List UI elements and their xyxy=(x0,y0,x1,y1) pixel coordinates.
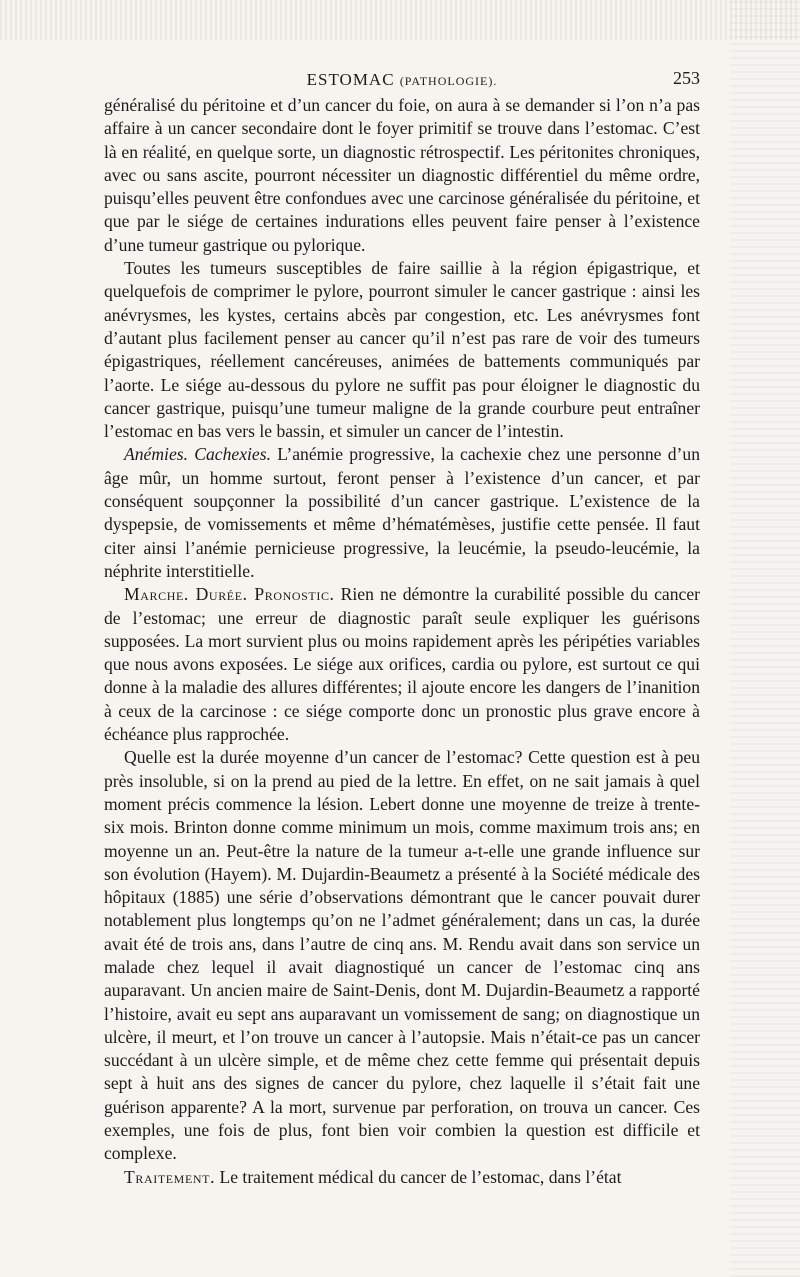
paragraph-3-lead: Anémies. Cachexies. xyxy=(124,444,271,465)
paragraph-4-lead: Marche. Durée. Pronostic. xyxy=(124,584,335,605)
running-title xyxy=(104,70,700,90)
paragraph-6 xyxy=(104,1166,700,1189)
paragraph-4-text: Rien ne démontre la curabilité possible du cancer de l’estomac; une erreur de diagnostic paraît seule expliquer les guérisons supposées. La mort survient plus ou moins rapidement après les péripéties variables que nous avons exposées. Le siége aux orifices, cardia ou pylore, est surtout ce qui donne à la maladie des allures différentes; il ajoute encore les dangers de l’inanition à ceux de la carcinose : ce siége comporte donc un pronostic plus grave encore à échéance plus rapprochée. xyxy=(104,584,700,745)
paragraph-5: Quelle est la durée moyenne d’un cancer de l’estomac? Cette question est à peu près insoluble, si on la prend au pied de la lettre. En effet, on ne sait jamais à quel moment précis commence la lésion. Lebert donne une moyenne de treize à trente-six mois. Brinton donne comme minimum un mois, comme maximum trois ans; en moyenne un an. Peut-être la nature de la tumeur a-t-elle une grande influence sur son évolution (Hayem). M. Dujardin-Beaumetz a présenté à la Société médicale des hôpitaux (1885) une série d’observations démontrant que le cancer pouvait durer notablement plus longtemps qu’on ne l’admet généralement; dans un cas, la durée avait été de trois ans, dans l’autre de cinq ans. M. Rendu avait dans son service un malade chez lequel il avait diagnostiqué un cancer de l’estomac cinq ans auparavant. Un ancien maire de Saint-Denis, dont M. Dujardin-Beaumetz a rapporté l’histoire, avait eu sept ans auparavant un vomissement de sang; on diagnostique un ulcère, il meurt, et l’on trouve un cancer à l’autopsie. Mais n’était-ce pas un cancer succédant à un ulcère simple, et de même chez cette femme qui présentait depuis sept à huit ans des signes de cancer du pylore, chez laquelle il s’était fait une guérison apparente? A la mort, survenue par perforation, on trouva un cancer. Ces exemples, une fois de plus, font bien voir combien la question est difficile et complexe. xyxy=(104,747,700,1164)
page-header xyxy=(104,66,700,94)
paragraph-6-lead: Traitement. xyxy=(124,1166,216,1187)
scan-noise-right xyxy=(730,0,800,1277)
running-title-sub: (PATHOLOGIE). xyxy=(399,74,498,88)
body-text xyxy=(104,94,700,1189)
paragraph-3-text: L’anémie progressive, la cachexie chez une personne d’un âge mûr, un homme surtout, feront penser à l’existence d’un cancer, et par conséquent soupçonner la possibilité d’un cancer gastrique. L’existence de la dyspepsie, de vomissements et même d’hématémèses, justifie cette pensée. Il faut citer ainsi l’anémie pernicieuse progressive, la leucémie, la pseudo-leucémie, la néphrite interstitielle. xyxy=(104,444,700,581)
paragraph-1: généralisé du péritoine et d’un cancer du foie, on aura à se demander si l’on n’a pas affaire à un cancer secondaire dont le foyer primitif se trouve dans l’estomac. C’est là en réalité, en quelque sorte, un diagnostic rétrospectif. Les péritonites chroniques, avec ou sans ascite, pourront nécessiter un diagnostic différentiel du même ordre, puisqu’elles peuvent être confondues avec une carcinose généralisée du péritoine, et que par le siége de certaines indurations elles peuvent faire penser à l’existence d’une tumeur gastrique ou pylorique. xyxy=(104,95,700,255)
paragraph-2: Toutes les tumeurs susceptibles de faire saillie à la région épigastrique, et quelquefois de comprimer le pylore, pourront simuler le cancer gastrique : ainsi les anévrysmes, les kystes, certains abcès par congestion, etc. Les anévrysmes font d’autant plus facilement penser au cancer qu’il n’est pas rare de voir des tumeurs épigastriques, réellement cancéreuses, animées de battements communiqués par l’aorte. Le siége au-dessous du pylore ne suffit pas pour éloigner le diagnostic du cancer gastrique, puisqu’une tumeur maligne de la grande courbure peut entraîner l’estomac en bas vers le bassin, et simuler un cancer de l’intestin. xyxy=(104,258,700,442)
paragraph-6-text: Le traitement médical du cancer de l’estomac, dans l’état xyxy=(215,1166,622,1187)
scan-noise-top xyxy=(0,0,800,40)
paragraph-4 xyxy=(104,583,700,746)
paragraph-3 xyxy=(104,443,700,583)
page-number: 253 xyxy=(673,68,700,88)
running-title-main: ESTOMAC xyxy=(306,70,395,89)
document-page xyxy=(104,66,700,1189)
